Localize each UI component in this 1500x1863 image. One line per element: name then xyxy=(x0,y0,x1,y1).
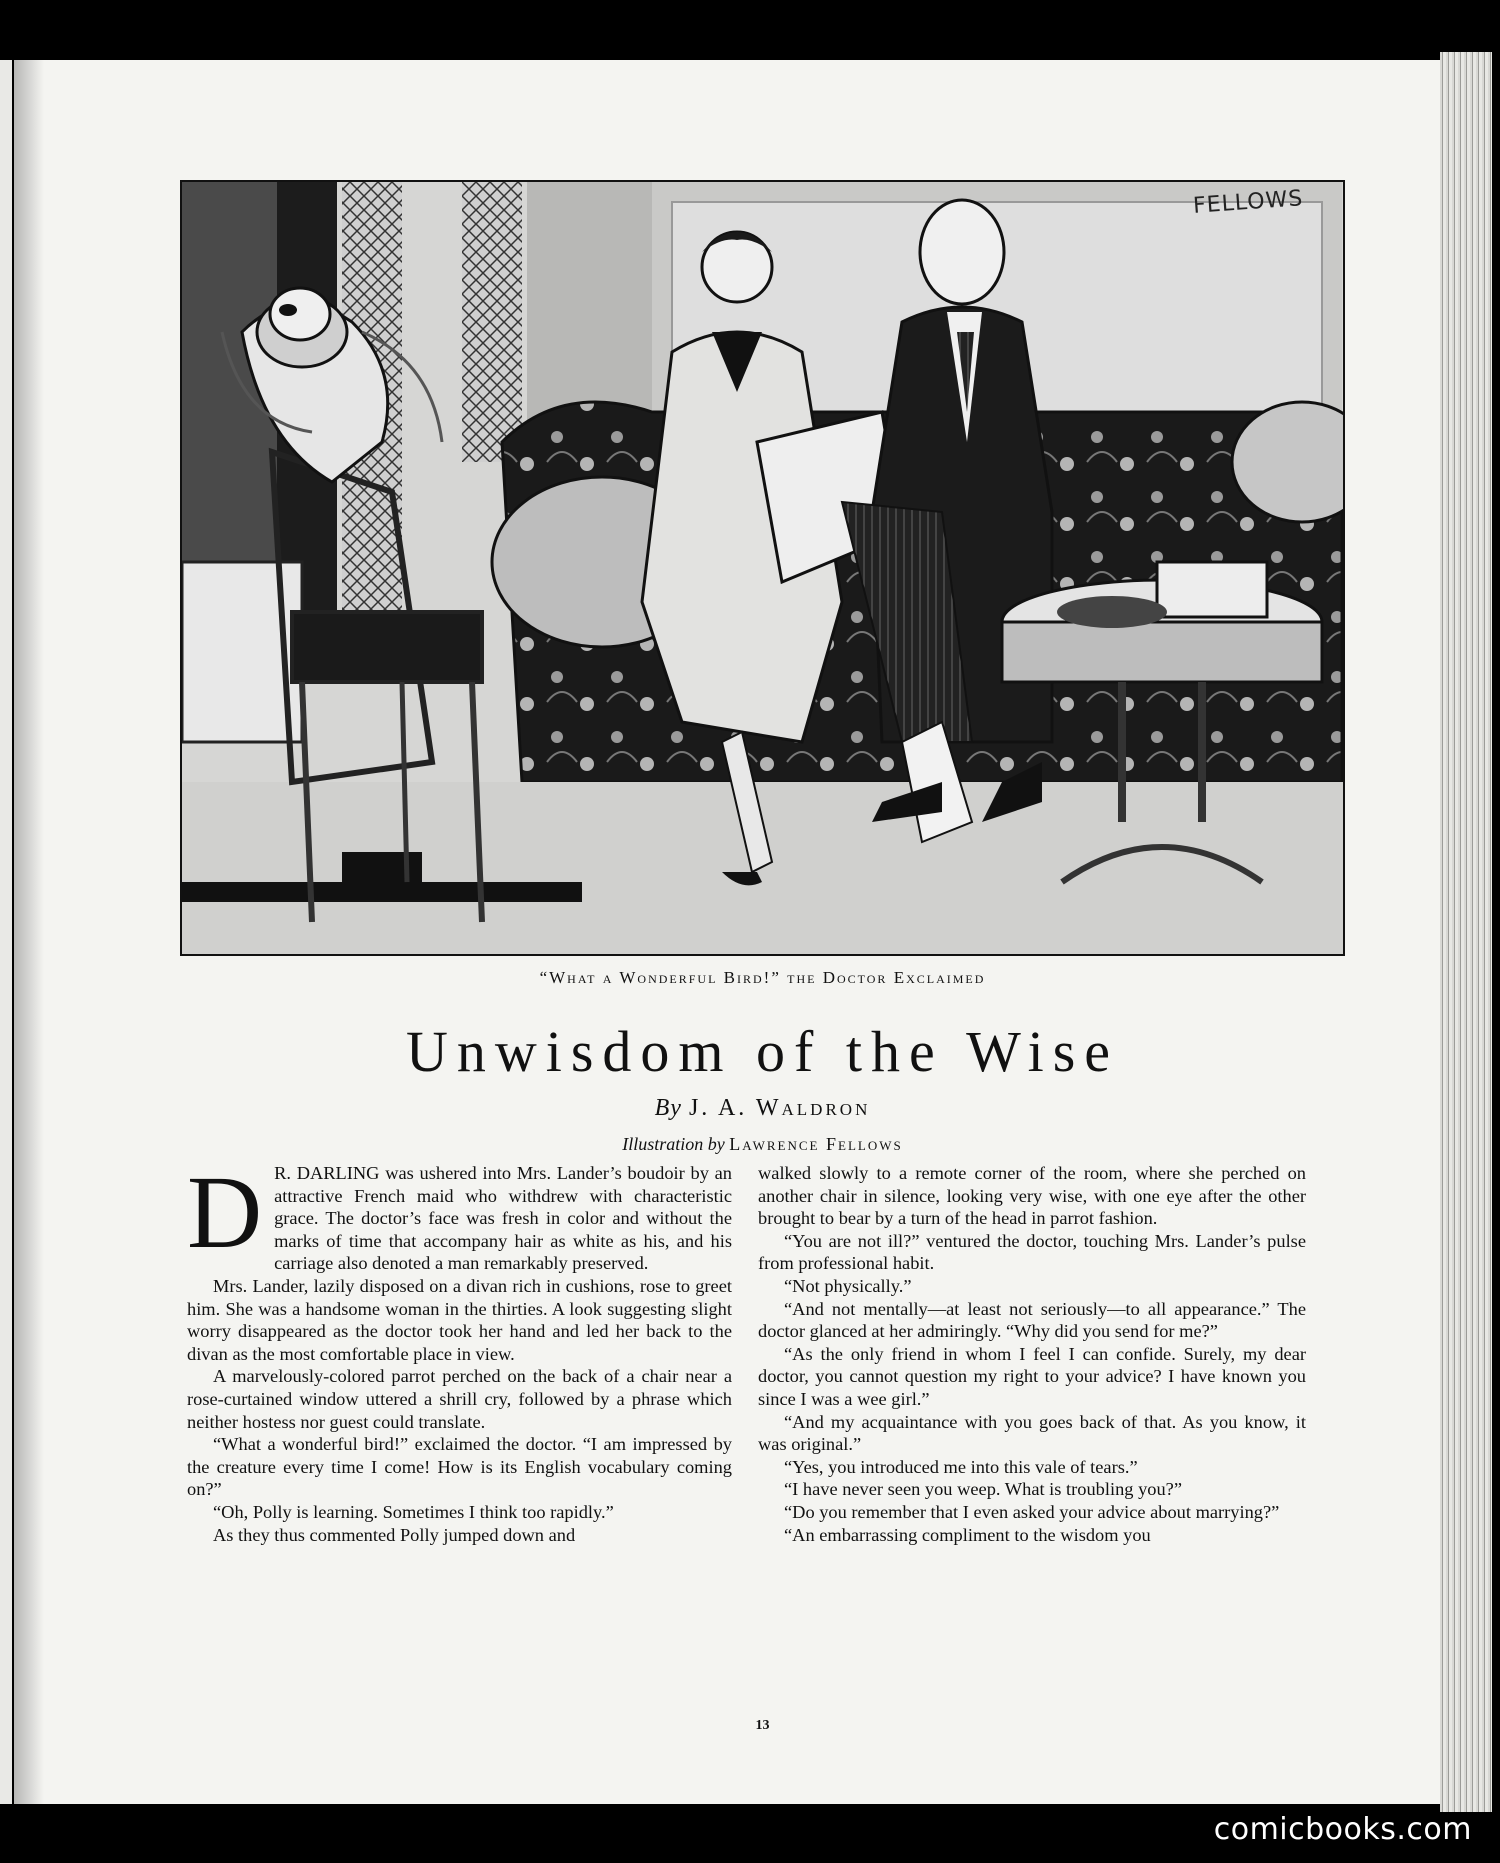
article-paragraph xyxy=(187,1155,732,1275)
illustration-caption: “What a Wonderful Bird!” the Doctor Exclaimed xyxy=(539,968,986,987)
byline xyxy=(180,1095,1345,1122)
illustration-credit xyxy=(180,1134,1345,1155)
article-title: Unwisdom of the Wise xyxy=(405,1019,1120,1084)
page-number: 13 xyxy=(755,1718,770,1733)
paragraph-text: R. DARLING was ushered into Mrs. Lander’s boudoir by an attractive French maid who withdrew with characteristic grace. The doctor’s face was fresh in color and without the marks of time that accompany hair as white as his, and his carriage also denoted a man remarkably preserved. xyxy=(274,1163,732,1274)
article-paragraph: As they thus commented Polly jumped down and xyxy=(213,1524,576,1545)
article-paragraph: “An embarrassing compliment to the wisdom you xyxy=(784,1524,1151,1545)
illustrator-name: Lawrence Fellows xyxy=(729,1134,903,1154)
facing-page-edge xyxy=(0,60,12,1804)
story-illustration xyxy=(180,180,1345,956)
article-paragraph: “Not physically.” xyxy=(784,1275,912,1296)
article-column-left xyxy=(187,1155,732,1546)
article-paragraph: “Oh, Polly is learning. Sometimes I think too rapidly.” xyxy=(213,1501,614,1522)
article-column-right xyxy=(758,1162,1306,1546)
illustration-credit-label: Illustration by xyxy=(622,1134,725,1154)
illustration-drawing xyxy=(182,182,1345,956)
article-paragraph: “Do you remember that I even asked your advice about marrying?” xyxy=(784,1501,1280,1522)
article-paragraph: “And not mentally—at least not seriously—to all appearance.” The doctor glanced at her admiringly. “Why did you send for me?” xyxy=(758,1298,1306,1342)
book-page-edges xyxy=(1440,52,1492,1812)
article-paragraph: “And my acquaintance with you goes back of that. As you know, it was original.” xyxy=(758,1411,1306,1455)
article-paragraph: “You are not ill?” ventured the doctor, touching Mrs. Lander’s pulse from professional habit. xyxy=(758,1230,1306,1274)
article-paragraph: A marvelously-colored parrot perched on the back of a chair near a rose-curtained window uttered a shrill cry, followed by a phrase which neither hostess nor guest could translate. xyxy=(187,1366,732,1432)
author-name: J. A. Waldron xyxy=(688,1095,871,1121)
article-paragraph: “I have never seen you weep. What is troubling you?” xyxy=(784,1479,1182,1500)
article-paragraph: walked slowly to a remote corner of the room, where she perched on another chair in silence, looking very wise, with one eye after the other brought to bear by a turn of the head in parrot fashion. xyxy=(758,1163,1306,1229)
article-paragraph: Mrs. Lander, lazily disposed on a divan rich in cushions, rose to greet him. She was a handsome woman in the thirties. A look suggesting slight worry disappeared as the doctor took her hand and led her back to the divan as the most comfortable place in view. xyxy=(187,1275,732,1364)
article-paragraph: “What a wonderful bird!” exclaimed the doctor. “I am impressed by the creature every time I come! How is its English vocabulary coming on?” xyxy=(187,1434,732,1500)
site-watermark: comicbooks.com xyxy=(1213,1812,1472,1847)
scan-top-border xyxy=(0,0,1500,60)
article-paragraph: “As the only friend in whom I feel I can confide. Surely, my dear doctor, you cannot question my right to your advice? I have known you since I was a wee girl.” xyxy=(758,1343,1306,1409)
spine-shadow xyxy=(14,60,44,1804)
article-paragraph: “Yes, you introduced me into this vale of tears.” xyxy=(784,1456,1138,1477)
drop-cap: D xyxy=(187,1155,263,1270)
artist-signature: FELLOWS xyxy=(1191,186,1304,219)
byline-prefix: By xyxy=(654,1095,682,1121)
